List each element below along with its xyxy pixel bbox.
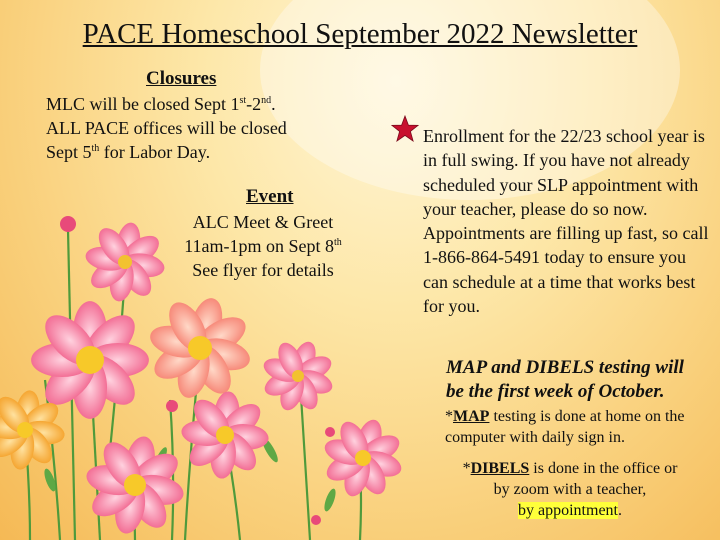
closures-section (46, 92, 287, 164)
event-section (168, 210, 358, 282)
map-testing-note: *MAP testing is done at home on the computer with daily sign in. (445, 408, 685, 446)
dibels-testing-note: *DIBELS is done in the office or by zoom with a teacher, by appointment. (462, 460, 678, 519)
closures-line-mlc: MLC will be closed Sept 1st-2nd. (46, 94, 276, 114)
star-icon (391, 115, 419, 143)
event-flyer-note: See flyer for details (192, 260, 334, 280)
closures-heading: Closures (146, 68, 217, 89)
appointment-highlight: by appointment (518, 502, 618, 519)
event-heading: Event (246, 186, 294, 207)
event-time: 11am-1pm on Sept 8th (184, 236, 342, 256)
newsletter-title: PACE Homeschool September 2022 Newsletter (82, 18, 638, 50)
enrollment-paragraph: Enrollment for the 22/23 school year is in full swing. If you have not already scheduled your SLP appointment with your teacher, please do so now. Appointments are filling up fast, so call 1-866-864-5491 today to ensure you can schedule at a time that works best for you. (423, 126, 709, 317)
closures-line-offices: ALL PACE offices will be closed (46, 118, 287, 138)
closures-line-labor-day: Sept 5th for Labor Day. (46, 142, 211, 162)
event-name: ALC Meet & Greet (192, 212, 334, 232)
testing-heading: MAP and DIBELS testing will be the first week of October. (446, 357, 684, 402)
